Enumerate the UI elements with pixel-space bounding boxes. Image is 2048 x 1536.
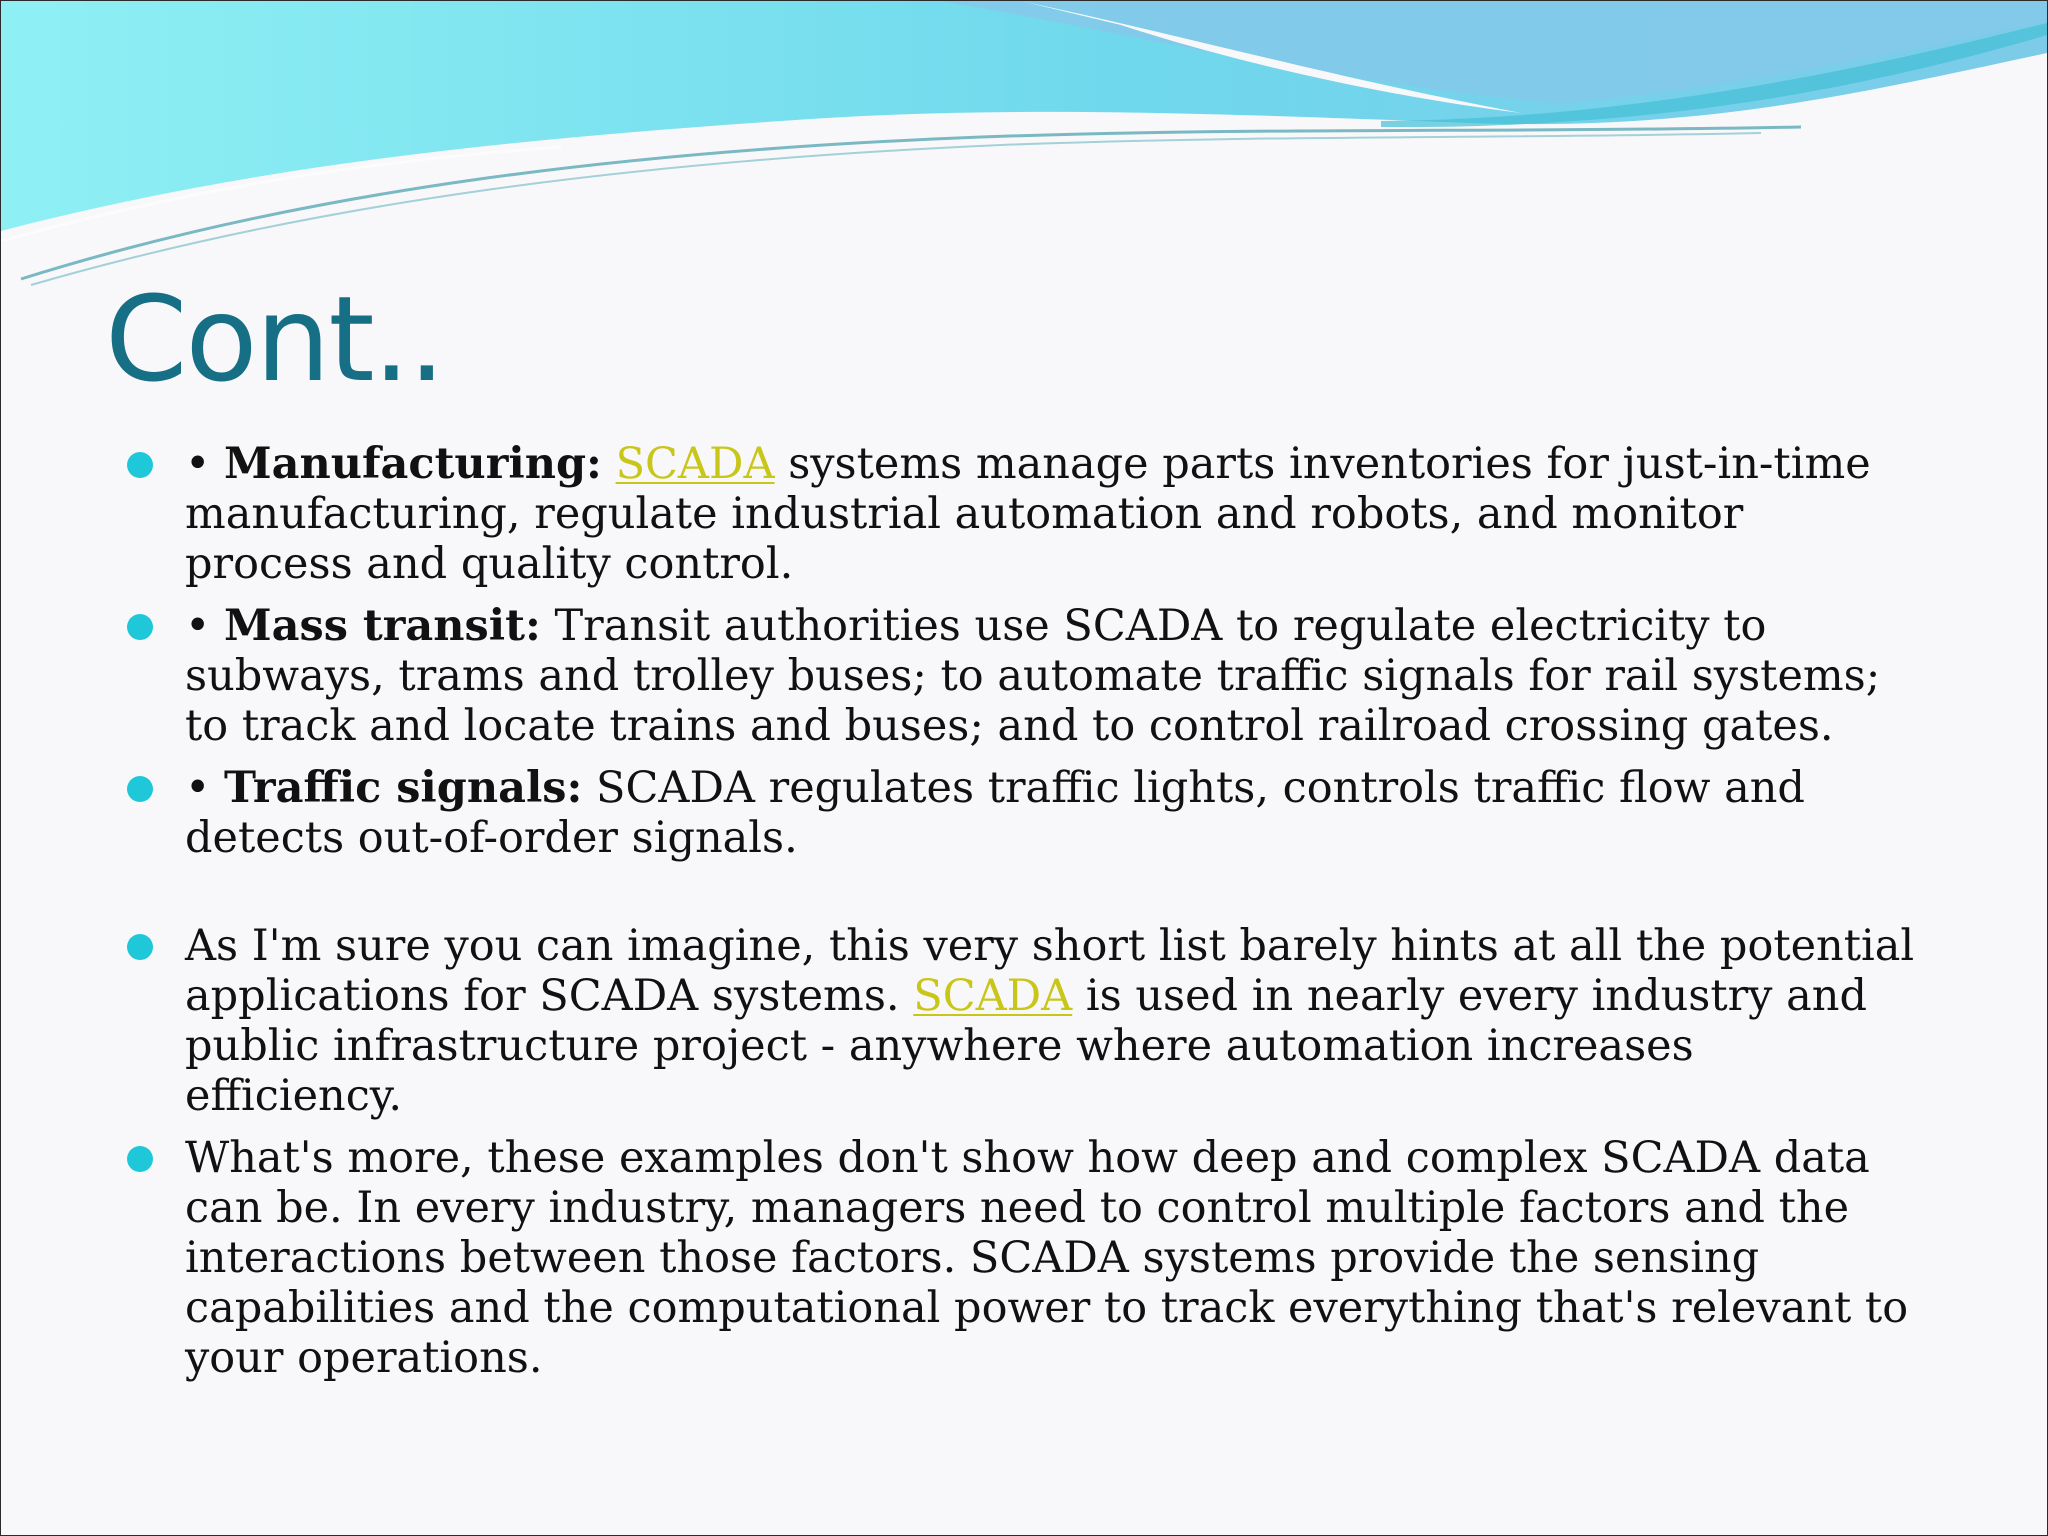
list-item — [121, 1133, 1921, 1383]
bullet-dot-icon — [127, 452, 153, 478]
slide-title: Cont.. — [105, 270, 444, 408]
item-prefix: • — [185, 763, 225, 813]
item-heading: Traffic signals: — [224, 763, 583, 813]
item-text: What's more, these examples don't show how deep and complex SCADA data can be. In every industry, managers need to control multiple factors and the interactions between those factors. SCADA systems provide the sensing capabilities and the computational power to track everything that's relevant to your operations. — [185, 1133, 1909, 1383]
item-heading: Mass transit: — [224, 601, 541, 651]
list-item — [121, 921, 1921, 1121]
list-item — [121, 763, 1921, 863]
item-text: SCADA regulates traffic lights, controls traffic flow and detects out-of-order signals. — [185, 763, 1805, 863]
bullet-dot-icon — [127, 1146, 153, 1172]
bullet-dot-icon — [127, 934, 153, 960]
scada-link[interactable]: SCADA — [913, 971, 1073, 1021]
bullet-list — [121, 439, 1921, 1395]
bullet-dot-icon — [127, 776, 153, 802]
scada-link[interactable]: SCADA — [615, 439, 775, 489]
item-prefix: • — [185, 601, 225, 651]
item-text: systems manage parts inventories for just-in-time manufacturing, regulate industrial automation and robots, and monitor process and quality control. — [185, 439, 1871, 589]
item-text: Transit authorities use SCADA to regulate electricity to subways, trams and trolley buses; to automate traffic signals for rail systems; to track and locate trains and buses; and to control railroad crossing gates. — [185, 601, 1881, 751]
item-text-after: is used in nearly every industry and public infrastructure project - anywhere where automation increases efficiency. — [185, 971, 1867, 1121]
item-prefix: • — [185, 439, 225, 489]
item-text-before: As I'm sure you can imagine, this very short list barely hints at all the potential applications for SCADA systems. — [185, 921, 1915, 1021]
header-wave-decoration — [1, 1, 2047, 301]
list-item — [121, 601, 1921, 751]
list-item — [121, 439, 1921, 589]
item-heading: Manufacturing: — [224, 439, 602, 489]
bullet-dot-icon — [127, 614, 153, 640]
